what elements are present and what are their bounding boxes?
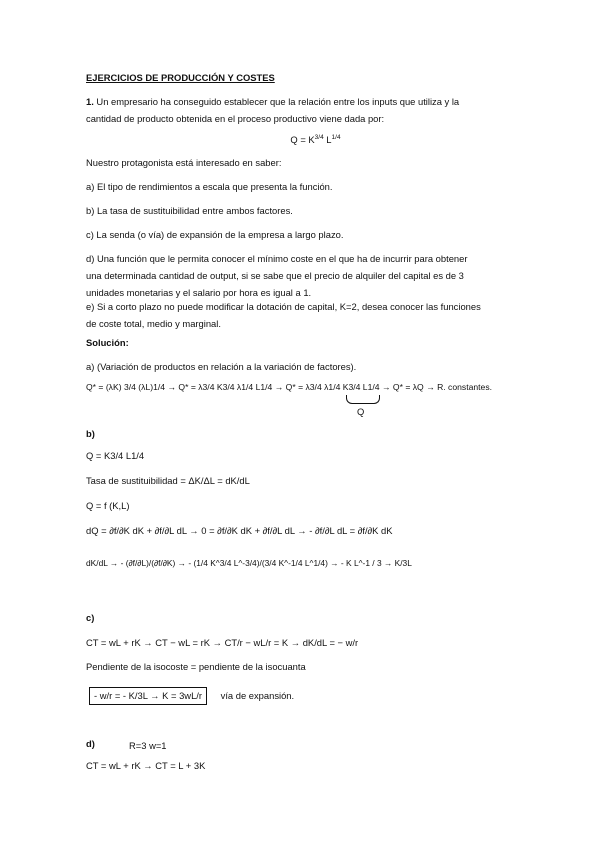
question-d-line-2: una determinada cantidad de output, si se sabe que el precio de alquiler del capital es de 3	[86, 270, 464, 281]
question-e-line-1: e) Si a corto plazo no puede modificar la dotación de capital, K=2, desea conocer las funciones	[86, 301, 481, 312]
solution-b-ratio: dK/dL → - (∂f/∂L)/(∂f/∂K) → - (1/4 K^3/4 L^-3/4)/(3/4 K^-1/4 L^1/4) → - K L^-1 / 3 → K/3L	[86, 558, 412, 568]
solution-b-q: Q = K3/4 L1/4	[86, 450, 145, 461]
underbrace	[346, 395, 380, 404]
solution-c-ct: CT = wL + rK → CT − wL = rK → CT/r − wL/r = K → dK/dL = − w/r	[86, 637, 359, 648]
question-d-line-3: unidades monetarias y el salario por hora es igual a 1.	[86, 287, 312, 298]
solution-a-equation: Q* = (λK) 3/4 (λL)1/4 → Q* = λ3/4 K3/4 λ1/4 L1/4 → Q* = λ3/4 λ1/4 K3/4 L1/4 → Q* = λQ → R. constantes.	[86, 382, 493, 392]
expansion-path-label: vía de expansión.	[220, 690, 295, 701]
intro-line-2: cantidad de producto obtenida en el proceso productivo viene dada por:	[86, 113, 385, 124]
solution-d-ct: CT = wL + rK → CT = L + 3K	[86, 760, 206, 771]
question-a: a) El tipo de rendimientos a escala que presenta la función.	[86, 181, 333, 192]
solution-d-label: d)	[86, 738, 95, 749]
solution-b-label: b)	[86, 428, 95, 439]
solution-c-label: c)	[86, 612, 95, 623]
solution-b-qf: Q = f (K,L)	[86, 500, 130, 511]
expansion-path-box: - w/r = - K/3L → K = 3wL/r	[89, 687, 207, 705]
underbrace-label: Q	[357, 406, 365, 417]
intro-line-1: 1. Un empresario ha conseguido establecer que la relación entre los inputs que utiliza y la	[86, 96, 460, 107]
solution-a-heading: a) (Variación de productos en relación a la variación de factores).	[86, 361, 357, 372]
question-b: b) La tasa de sustituibilidad entre ambos factores.	[86, 205, 293, 216]
production-function: $Q = K^{3/4}$ $L^{1/4}$	[290, 134, 341, 145]
exercise-number: 1.	[86, 96, 94, 107]
solution-d-params: R=3 w=1	[129, 740, 167, 751]
solution-b-dq: dQ = ∂f/∂K dK + ∂f/∂L dL → 0 = ∂f/∂K dK + ∂f/∂L dL → - ∂f/∂L dL = ∂f/∂K dK	[86, 525, 393, 536]
solution-heading: Solución:	[86, 337, 129, 348]
solution-b-tasa: Tasa de sustituibilidad = ΔK/ΔL = dK/dL	[86, 475, 250, 486]
question-d-line-1: d) Una función que le permita conocer el mínimo coste en el que ha de incurrir para obtener	[86, 253, 468, 264]
question-e-line-2: de coste total, medio y marginal.	[86, 318, 221, 329]
intro-line-3: Nuestro protagonista está interesado en saber:	[86, 157, 282, 168]
solution-c-expansion	[86, 687, 294, 705]
solution-c-pendiente: Pendiente de la isocoste = pendiente de la isocuanta	[86, 661, 306, 672]
question-c: c) La senda (o vía) de expansión de la empresa a largo plazo.	[86, 229, 344, 240]
page-title: EJERCICIOS DE PRODUCCIÓN Y COSTES	[86, 72, 275, 83]
